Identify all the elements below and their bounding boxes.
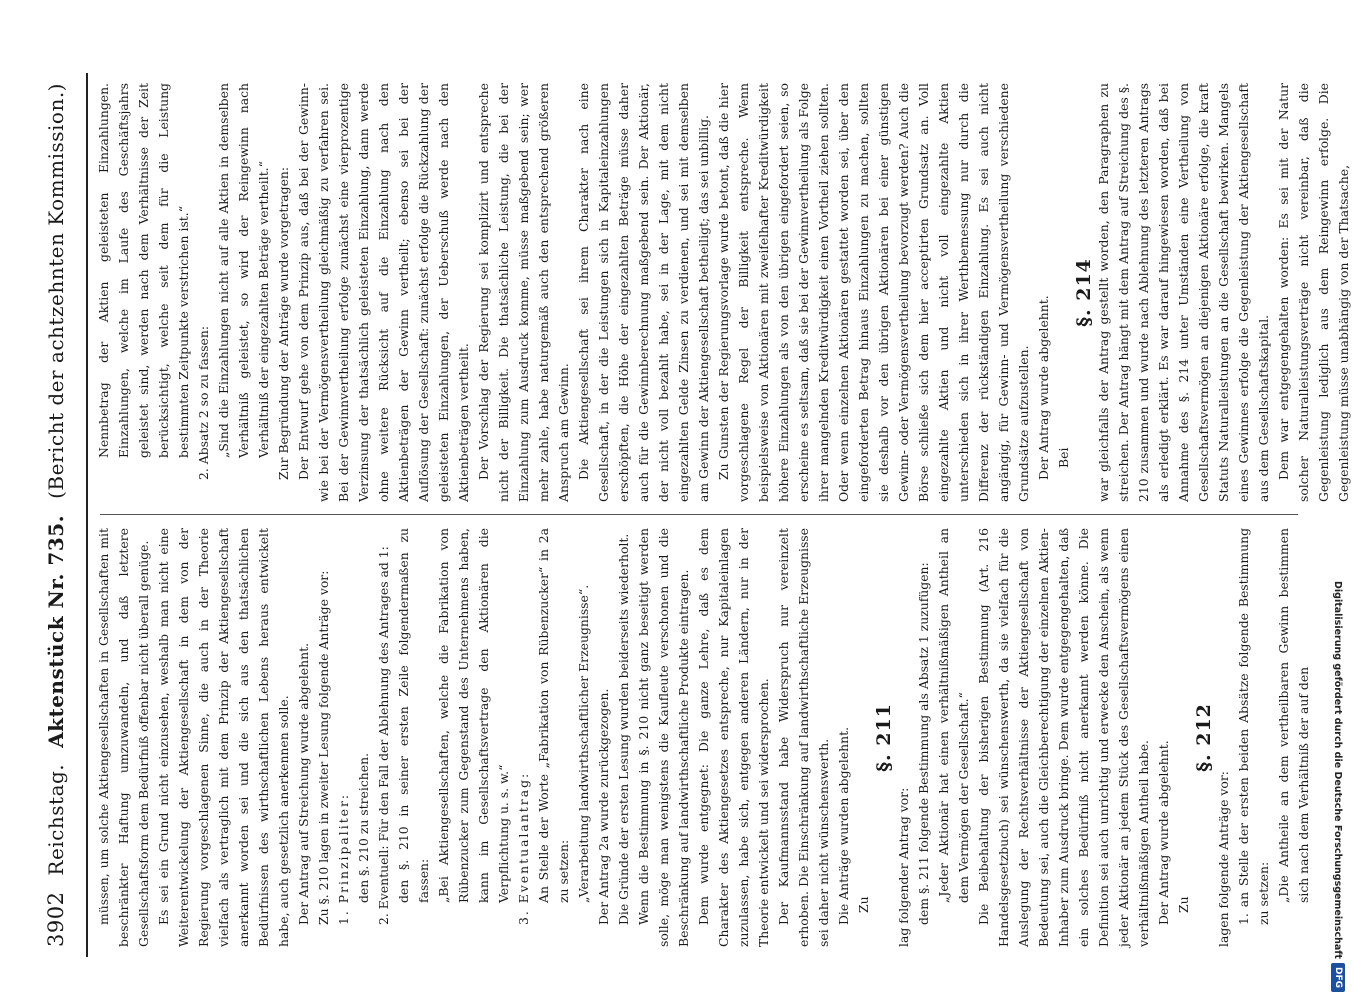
list-item-detail: dem §. 211 folgende Bestimmung als Absatz 1 zuzufügen:: [916, 562, 931, 925]
paragraph: Der Antrag auf Streichung wurde abgelehnt.: [296, 642, 311, 925]
header-rule: [86, 73, 88, 957]
header-document-prefix: Aktenstück Nr.: [44, 573, 68, 748]
paragraph: Die Gründe der ersten Lesung wurden beiderseits wiederholt.: [616, 533, 631, 925]
paragraph: Der Antrag wurde abgelehnt.: [1036, 295, 1051, 480]
digitization-credit: [1331, 8, 1349, 992]
paragraph: Zur Begründung der Anträge wurde vorgetragen:: [276, 166, 291, 480]
list-item: 1. Prinzipaliter:: [336, 792, 351, 925]
paragraph: Wenn die Bestimmung in §. 210 nicht ganz beseitigt werden solle, möge man wenigstens die Kaufleute verschonen und die Beschränkung auf landwirthschaftliche Produkte eintragen.: [636, 528, 691, 947]
quoted-text: „Verarbeitung landwirthschaftlicher Erzeugnisse“.: [576, 584, 591, 903]
list-item-detail: den §. 210 zu streichen.: [356, 752, 371, 903]
paragraph: Der Entwurf gehe von dem Prinzip aus, daß bei der Gewinn- wie bei der Vermögensvertheilung gleichmäßig zu verfahren sei. Bei der Gewinnvertheilung erfolge zunächst eine vierprozentige Verzinsung der thatsächlich geleisteten Einzahlung, dann werde ohne weitere Rücksicht auf die Einzahlung nach den Aktienbeträgen der Gewinn vertheilt; ebenso sei bei der Auflösung der Gesellschaft: zunächst erfolge die Rückzahlung der geleisteten Einzahlungen, der Ueberschuß werde nach den Aktienbeträgen vertheilt.: [296, 83, 471, 502]
paragraph: Die Anträge wurden abgelehnt.: [836, 726, 851, 925]
quoted-text: „Sind die Einzahlungen nicht auf alle Aktien in demselben Verhältniß geleistet, so wird der Reingewinn nach Verhältniß der eingezahlten Beträge vertheilt.“: [216, 83, 271, 458]
section-heading-214: §. 214: [1073, 258, 1095, 327]
paragraph: Die Aktiengesellschaft sei ihrem Charakter nach eine Gesellschaft, in der die Leistungen sich in Kapitaleinzahlungen erschöpften, die Höhe der eingezahlten Beträge müsse daher auch für die Gewinnberechnung maßgebend sein. Der Aktionär, der nicht voll bezahlt habe, sei in der Lage, mit dem nicht eingezahlten Gelde Zinsen zu verdienen, und sei mit demselben am Gewinn der Aktiengesellschaft betheiligt; das sei unbillig.: [576, 83, 711, 502]
zu-label: Zu: [856, 896, 871, 913]
quoted-text: Nennbetrag der Aktien geleisteten Einzahlungen. Einzahlungen, welche im Laufe des Geschäftsjahrs geleistet sind, werden nach dem Verhältnisse der Zeit berücksichtigt, welche seit dem für die Leistung bestimmten Zeitpunkte verstrichen ist.“: [96, 83, 191, 458]
list-item: 2. Eventuell: Für den Fall der Ablehnung des Antrages ad 1:: [376, 546, 391, 925]
paragraph: Dem wurde entgegnet: Die ganze Lehre, daß es dem Charakter des Aktiengesetzes entspreche, nur Kapitaleinlagen zuzulassen, habe sich, entgegen anderen Ländern, nur in der Theorie entwickelt und sei widersprochen.: [696, 528, 771, 947]
zu-label: Zu: [1176, 896, 1191, 913]
paragraph: Der Antrag 2a wurde zurückgezogen.: [596, 688, 611, 925]
quoted-text: „Bei Aktiengesellschaften, welche die Fabrikation von Rübenzucker zum Gegenstand des Unternehmens haben, kann im Gesellschaftsvertrage den Aktionären die Verpflichtung u. s. w.“: [436, 528, 511, 903]
list-item: 3. Eventualantrag:: [516, 771, 531, 925]
bei-label: Bei: [1056, 447, 1071, 468]
paragraph: lagen folgende Anträge vor:: [1216, 771, 1231, 947]
section-heading-211: §. 211: [873, 703, 895, 772]
header-right: (Bericht der achtzehnten Kommission.): [44, 83, 68, 499]
paragraph: müssen, um solche Aktiengesellschaften in Gesellschaften mit beschränkter Haftung umzuwandeln, und daß letztere Gesellschaftsform dem Bedürfniß offenbar nicht überall genüge.: [96, 528, 151, 947]
list-item: 2. Absatz 2 so zu fassen:: [196, 325, 211, 480]
page-number: 3902: [44, 891, 68, 947]
quoted-text: „Jeder Aktionär hat einen verhältnißmäßigen Antheil an dem Vermögen der Gesellschaft.“: [936, 528, 971, 903]
header-document-id: 735.: [44, 514, 68, 566]
paragraph: Zu Gunsten der Regierungsvorlage wurde betont, daß die hier vorgeschlagene Regel der Billigkeit entspreche. Wenn beispielsweise von Aktionären mit zweifelhafter Kreditwürdigkeit höhere Einzahlungen als von den übrigen eingefordert seien, so erscheine es seltsam, daß sie bei der Gewinnvertheilung als Folge ihrer mangelnden Kreditwürdigkeit einen Vortheil ziehen sollten. Oder wenn einzelnen Aktionären gestattet worden sei, über den eingeforderten Betrag hinaus Einzahlungen zu machen, sollten sie deshalb vor den übrigen Aktionären bei einer günstigen Gewinn- oder Vermögensvertheilung bevorzugt werden? Auch die Börse schließe sich dem hier acceptirten Grundsatz an. Voll eingezahlte Aktien und nicht voll eingezahlte Aktien unterschieden sich in ihrer Werthbemessung nur durch die Differenz der rückständigen Einzahlung. Es sei auch nicht angängig, für Gewinn- und Vermögensvertheilung verschiedene Grundsätze aufzustellen.: [716, 83, 1031, 502]
quoted-text: „Die Antheile an dem vertheilbaren Gewinn bestimmen sich nach dem Verhältniß der auf den: [1276, 528, 1311, 903]
list-item-detail: den §. 210 in seiner ersten Zeile folgendermaßen zu fassen:: [396, 528, 431, 903]
left-column: [94, 528, 1311, 947]
paragraph: Der Antrag wurde abgelehnt.: [1156, 740, 1171, 925]
paragraph: Der Kaufmannsstand habe Widerspruch nur vereinzelt erhoben. Die Einschränkung auf landwirthschaftliche Erzeugnisse sei daher nicht wünschenswerth.: [776, 528, 831, 947]
paragraph: Es sei ein Grund nicht einzusehen, weshalb man nicht eine Weiterentwickelung der Aktiengesellschaft in dem von der Regierung vorgeschlagenen Sinne, die auch in der Theorie vielfach als vertraglich mit dem Prinzip der Aktiengesellschaft anerkannt worden sei und die sich aus den thatsächlichen Bedürfnissen des wirthschaftlichen Lebens heraus entwickelt habe, auch gesetzlich anerkennen solle.: [156, 528, 291, 947]
paragraph: Zu §. 210 lagen in zweiter Lesung folgende Anträge vor:: [316, 570, 331, 925]
header-left: Reichstag.: [44, 763, 68, 876]
paragraph: Die Beibehaltung der bisherigen Bestimmung (Art. 216 Handelsgesetzbuch) sei wünschenswerth, da sie vielfach für die Auslegung der Rechtsverhältnisse der Aktiengesellschaft von Bedeutung sei, auch die Gleichberechtigung der einzelnen Aktien-Inhaber zum Ausdruck bringe. Dem wurde entgegengehalten, daß ein solches Bedürfniß nicht anerkannt werden könne. Die Definition sei auch unrichtig und erwecke den Anschein, als wenn jeder Aktionär an jedem Stück des Gesellschaftsvermögens einen verhältnißmäßigen Antheil habe.: [976, 528, 1151, 947]
paragraph: Der Vorschlag der Regierung sei komplizirt und entspreche nicht der Billigkeit. Die thatsächliche Leistung, die bei der Einzahlung zum Ausdruck komme, müsse maßgebend sein; wer mehr zahle, habe naturgemäß auch den entsprechend größeren Anspruch am Gewinn.: [476, 83, 571, 502]
dfg-logo-icon: DFG: [1331, 963, 1345, 992]
list-item-detail: An Stelle der Worte „Fabrikation von Rübenzucker“ in 2a zu setzen:: [536, 528, 571, 903]
page-header: [40, 73, 84, 957]
section-heading-212: §. 212: [1193, 703, 1215, 772]
header-document-number: [44, 515, 68, 748]
paragraph: lag folgender Antrag vor:: [896, 787, 911, 947]
paragraph: Dem war entgegengehalten worden: Es sei mit der Natur solcher Naturalleistungsverträge nicht vereinbar, daß die Gegenleistung lediglich aus dem Reingewinn erfolge. Die Gegenleistung müsse unabhängig von der Thatsache,: [1276, 83, 1351, 502]
paragraph: war gleichfalls der Antrag gestellt worden, den Paragraphen zu streichen. Der Antrag hängt mit dem Antrag auf Streichung des §. 210 zusammen und wurde nach Ablehnung des letzteren Antrags als erledigt erklärt. Es war darauf hingewiesen worden, daß bei Annahme des §. 214 unter Umständen eine Vertheilung von Gesellschaftsvermögen an diejenigen Aktionäre erfolge, die kraft Statuts Naturalleistungen an die Gesellschaft bewirken. Mangels eines Gewinnes erfolge die Gegenleistung der Aktiengesellschaft aus dem Gesellschaftskapital.: [1096, 83, 1271, 502]
list-item: 1. an Stelle der ersten beiden Absätze folgende Bestimmung zu setzen:: [1236, 528, 1271, 925]
credit-text: Digitalisierung gefördert durch die Deutsche Forschungsgemeinschaft: [1332, 581, 1344, 959]
right-column: [94, 83, 1351, 502]
